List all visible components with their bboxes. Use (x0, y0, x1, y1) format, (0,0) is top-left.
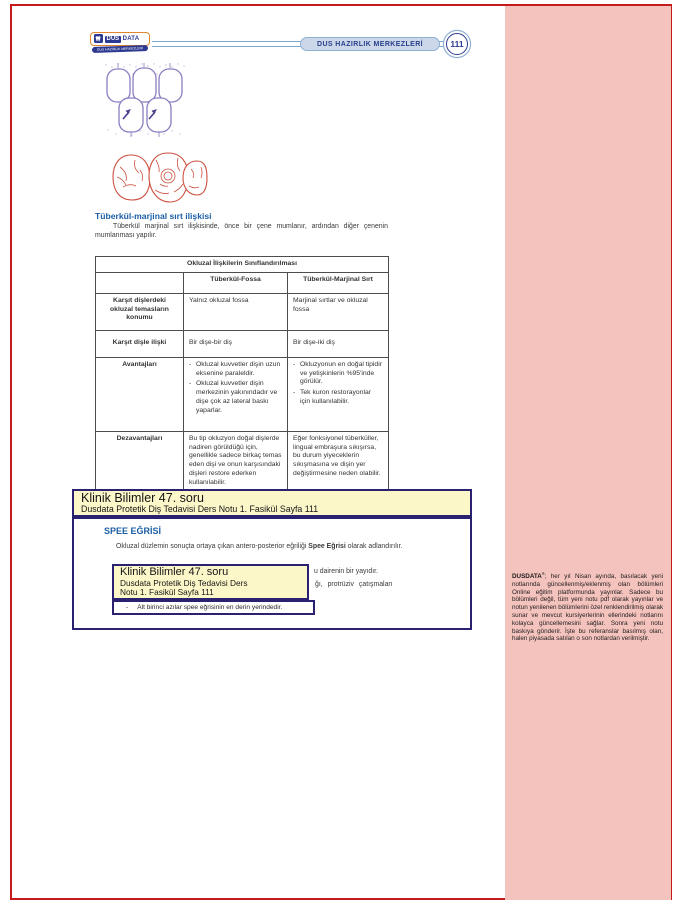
buccal-teeth-illustration (103, 62, 187, 138)
section-heading: Tüberkül-marjinal sırt ilişkisi (95, 211, 212, 221)
row-label-iliski: Karşıt dişle ilişki (96, 330, 184, 357)
spee-term-bold: Spee Eğrisi (308, 543, 346, 550)
page-number-badge: 111 (446, 33, 468, 55)
occlusal-teeth-illustration (110, 148, 208, 204)
table-cell: Bu tip okluzyon doğal dişlerde nadiren görüldüğü için, genellikle sadece birkaç temas eden dişi ve onun karşısındaki dişleri restore ederken kullanılabilir. (184, 431, 288, 505)
table-corner-cell (96, 272, 184, 293)
obscured-text-fragment: u dairenin bir yayıdır. (314, 568, 378, 575)
row-label-konum: Karşıt dişlerdeki okluzal temasların konumu (96, 293, 184, 330)
row-label-dezavantaj: Dezavantajları (96, 431, 184, 505)
logo-text-dus: DUS (106, 36, 120, 42)
bullet-item: - Okluzal kuvvetler dişin uzun eksenine paraleldir. (189, 360, 281, 377)
spee-heading: SPEE EĞRİSİ (104, 526, 162, 536)
note-subtitle: Dusdata Protetik Diş Tedavisi Ders Notu 1. Fasikül Sayfa 111 (81, 504, 319, 515)
table-cell: Marjinal sırtlar ve okluzal fossa (288, 293, 389, 330)
table-cell: Bir dişe-bir diş (184, 330, 288, 357)
note-line: Dusdata Protetik Diş Tedavisi Ders (120, 577, 248, 588)
question-note-callout[interactable] (112, 564, 309, 600)
sidebar-note-lead: DUSDATA (512, 573, 542, 581)
note-title: Klinik Bilimler 47. soru (120, 566, 229, 578)
logo-text-data: DATA (122, 36, 140, 42)
spee-section-box (72, 517, 472, 630)
bullet-item: - Okluzyonun en doğal tipidir ve yetişkinlerin %95'inde görülür. (293, 360, 382, 386)
note-line: Notu 1. Fasikül Sayfa 111 (120, 586, 214, 597)
table-cell: Bir dişe-iki diş (288, 330, 389, 357)
table-title: Okluzal İlişkilerin Sınıflandırılması (96, 257, 389, 273)
table-cell: Eğer fonksiyonel tüberküller, lingual embraşura sıkışırsa, bu durum yiyeceklerin sıkışmasına ve dişin yer değiştirmesine neden olabilir. (288, 431, 389, 505)
spee-bullet-text: Alt birinci azılar spee eğrisinin en derin yerindedir. (137, 604, 283, 611)
table-cell (288, 357, 389, 431)
section-paragraph: Tüberkül marjinal sırt ilişkisinde, önce bir çene mumlanır, ardından diğer çenenin mumlanması yapılır. (95, 223, 388, 240)
question-note-banner[interactable] (72, 489, 472, 517)
table-cell: Yalnız okluzal fossa (184, 293, 288, 330)
column-header-fossa: Tüberkül-Fossa (184, 272, 288, 293)
bullet-item: - Tek kuron restorayonlar için kullanılabilir. (293, 389, 372, 406)
registered-mark: ® (541, 572, 545, 576)
spee-paragraph: Okluzal düzlemin sonuçta ortaya çıkan antero-posterior eğriliği Spee Eğrisi olarak adlandırılır. (116, 543, 403, 550)
header-banner: DUS HAZIRLIK MERKEZLERİ (300, 37, 440, 51)
occlusal-classification-table (95, 256, 389, 506)
sidebar-note-text: ; her yıl Nisan ayında, basılacak yeni notlarında güncellenmiş/eklenmiş olan bölümleri Online eğitim platformunda yayınlar. Sadece bu bölümleri değil, tüm yeni notu pdf olarak yayınlar ve notun yenilenen bölümlerini özel renklendirilmiş olarak sunar ve mevcut kursiyerlerinin ellerindeki notlarını kolayca güncellemesini sağlar. Sonra yeni notu baskıya gönderir. İşte bu referanslar basılmış olan, halen piyasada satılan o son notlardan verilmiştir. (512, 573, 663, 643)
table-cell (184, 357, 288, 431)
dusdata-logo (90, 32, 156, 52)
dusdata-logo-box (90, 32, 150, 46)
note-title: Klinik Bilimler 47. soru (81, 491, 204, 505)
row-label-avantaj: Avantajları (96, 357, 184, 431)
tooth-icon (94, 30, 103, 48)
bullet-item: - Okluzal kuvvetler dişin merkezinin yakınındadır ve dişe çok az lateral baskı yaparlar. (189, 380, 278, 414)
logo-tagline: DUS HAZIRLIK MERKEZLERİ (92, 45, 148, 53)
column-header-marjinal: Tüberkül-Marjinal Sırt (288, 272, 389, 293)
sidebar-note (512, 572, 663, 643)
spee-bullet-box: - Alt birinci azılar spee eğrisinin en derin yerindedir. (112, 600, 315, 615)
obscured-text-fragment: ğı, protrüziv çatışmaları (315, 581, 393, 588)
sidebar-panel (505, 6, 671, 900)
